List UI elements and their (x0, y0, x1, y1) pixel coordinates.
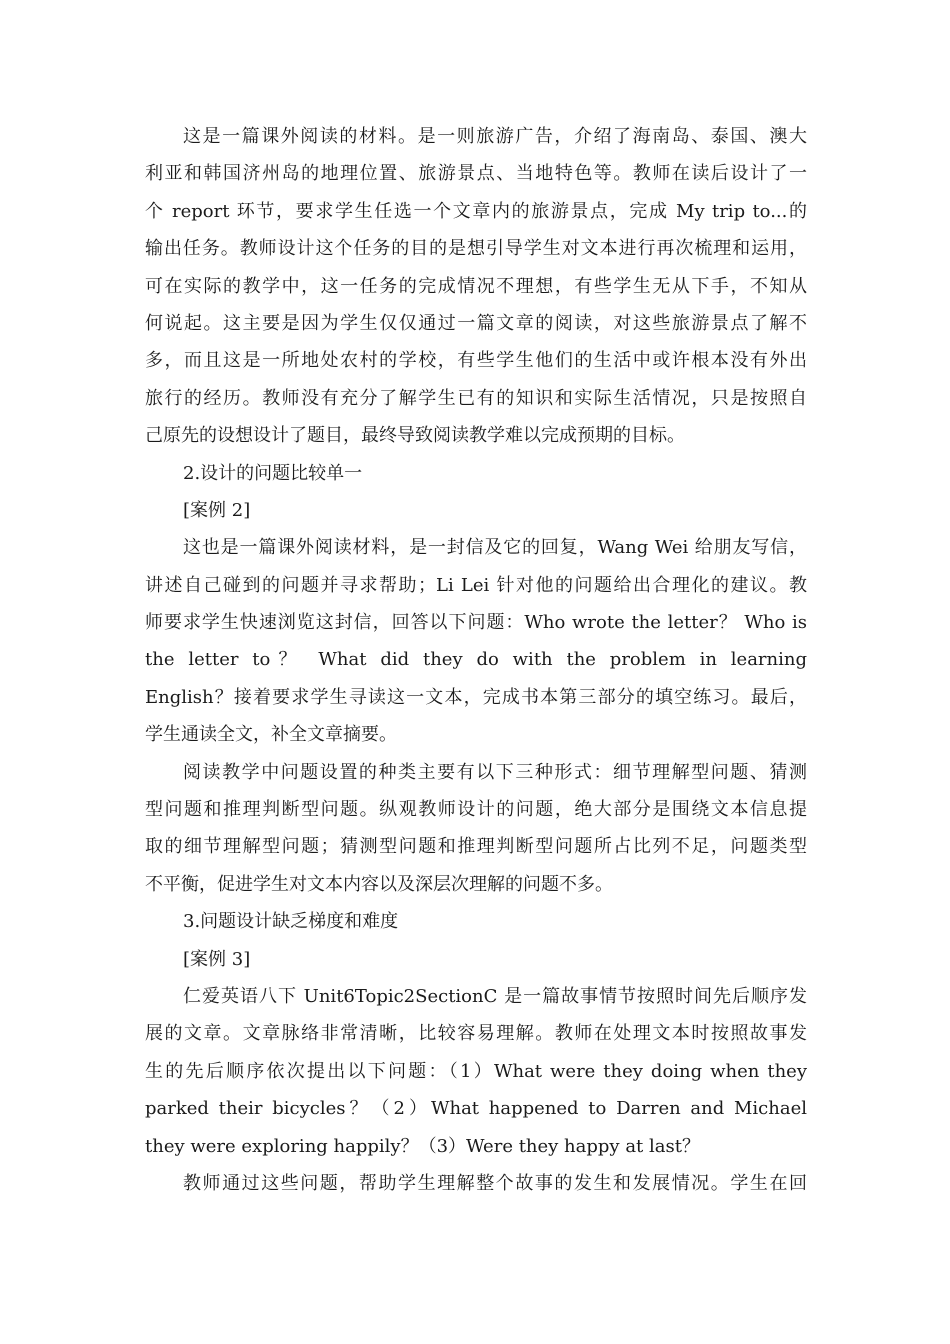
paragraph-line: 师要求学生快速浏览这封信，回答以下问题：Who wrote the letter？ Who is (145, 612, 807, 634)
paragraph-line: 利亚和韩国济州岛的地理位置、旅游景点、当地特色等。教师在读后设计了一 (145, 163, 807, 185)
paragraph-line: 仁爱英语八下 Unit6Topic2SectionC 是一篇故事情节按照时间先后顺序发 (183, 985, 807, 1007)
case-label: [案例 2] (183, 499, 251, 521)
paragraph-line: parked their bicycles？（2）What happened to Darren and Michael (145, 1098, 807, 1120)
case-label: [案例 3] (183, 948, 251, 970)
paragraph-line: 旅行的经历。教师没有充分了解学生已有的知识和实际生活情况，只是按照自 (145, 387, 807, 409)
paragraph-line: 己原先的设想设计了题目，最终导致阅读教学难以完成预期的目标。 (145, 425, 685, 447)
paragraph-line: 这是一篇课外阅读的材料。是一则旅游广告，介绍了海南岛、泰国、澳大 (183, 126, 807, 147)
paragraph-line: 输出任务。教师设计这个任务的目的是想引导学生对文本进行再次梳理和运用， (145, 238, 807, 260)
section-heading: 3.问题设计缺乏梯度和难度 (183, 911, 399, 933)
paragraph-line: 学生通读全文，补全文章摘要。 (145, 724, 397, 746)
section-heading: 2.设计的问题比较单一 (183, 462, 363, 484)
paragraph-line: 个 report 环节，要求学生任选一个文章内的旅游景点，完成 My trip to...的 (145, 200, 807, 222)
paragraph-line: 取的细节理解型问题；猜测型问题和推理判断型问题所占比列不足，问题类型 (145, 836, 807, 858)
paragraph-line: 教师通过这些问题，帮助学生理解整个故事的发生和发展情况。学生在回 (183, 1172, 807, 1194)
paragraph-line: 何说起。这主要是因为学生仅仅通过一篇文章的阅读，对这些旅游景点了解不 (145, 312, 807, 334)
document-body (145, 118, 807, 1202)
paragraph-line: 讲述自己碰到的问题并寻求帮助；Li Lei 针对他的问题给出合理化的建议。教 (145, 574, 807, 596)
paragraph-line: 多，而且这是一所地处农村的学校，有些学生他们的生活中或许根本没有外出 (145, 350, 807, 372)
paragraph-line: the letter to？ What did they do with the problem in learning (145, 649, 807, 671)
paragraph-line: 型问题和推理判断型问题。纵观教师设计的问题，绝大部分是围绕文本信息提 (145, 799, 807, 821)
paragraph-line: 不平衡，促进学生对文本内容以及深层次理解的问题不多。 (145, 873, 613, 895)
paragraph-line: 这也是一篇课外阅读材料，是一封信及它的回复，Wang Wei 给朋友写信， (183, 537, 807, 559)
paragraph-line: 生的先后顺序依次提出以下问题：（1）What were they doing when they (145, 1060, 807, 1082)
paragraph-line: they were exploring happily？（3）Were they happy at last？ (145, 1135, 700, 1157)
paragraph-line: 阅读教学中问题设置的种类主要有以下三种形式：细节理解型问题、猜测 (183, 761, 807, 783)
paragraph-line: 可在实际的教学中，这一任务的完成情况不理想，有些学生无从下手，不知从 (145, 275, 807, 297)
paragraph-line: English？接着要求学生寻读这一文本，完成书本第三部分的填空练习。最后， (145, 686, 807, 708)
paragraph-line: 展的文章。文章脉络非常清晰，比较容易理解。教师在处理文本时按照故事发 (145, 1023, 807, 1045)
